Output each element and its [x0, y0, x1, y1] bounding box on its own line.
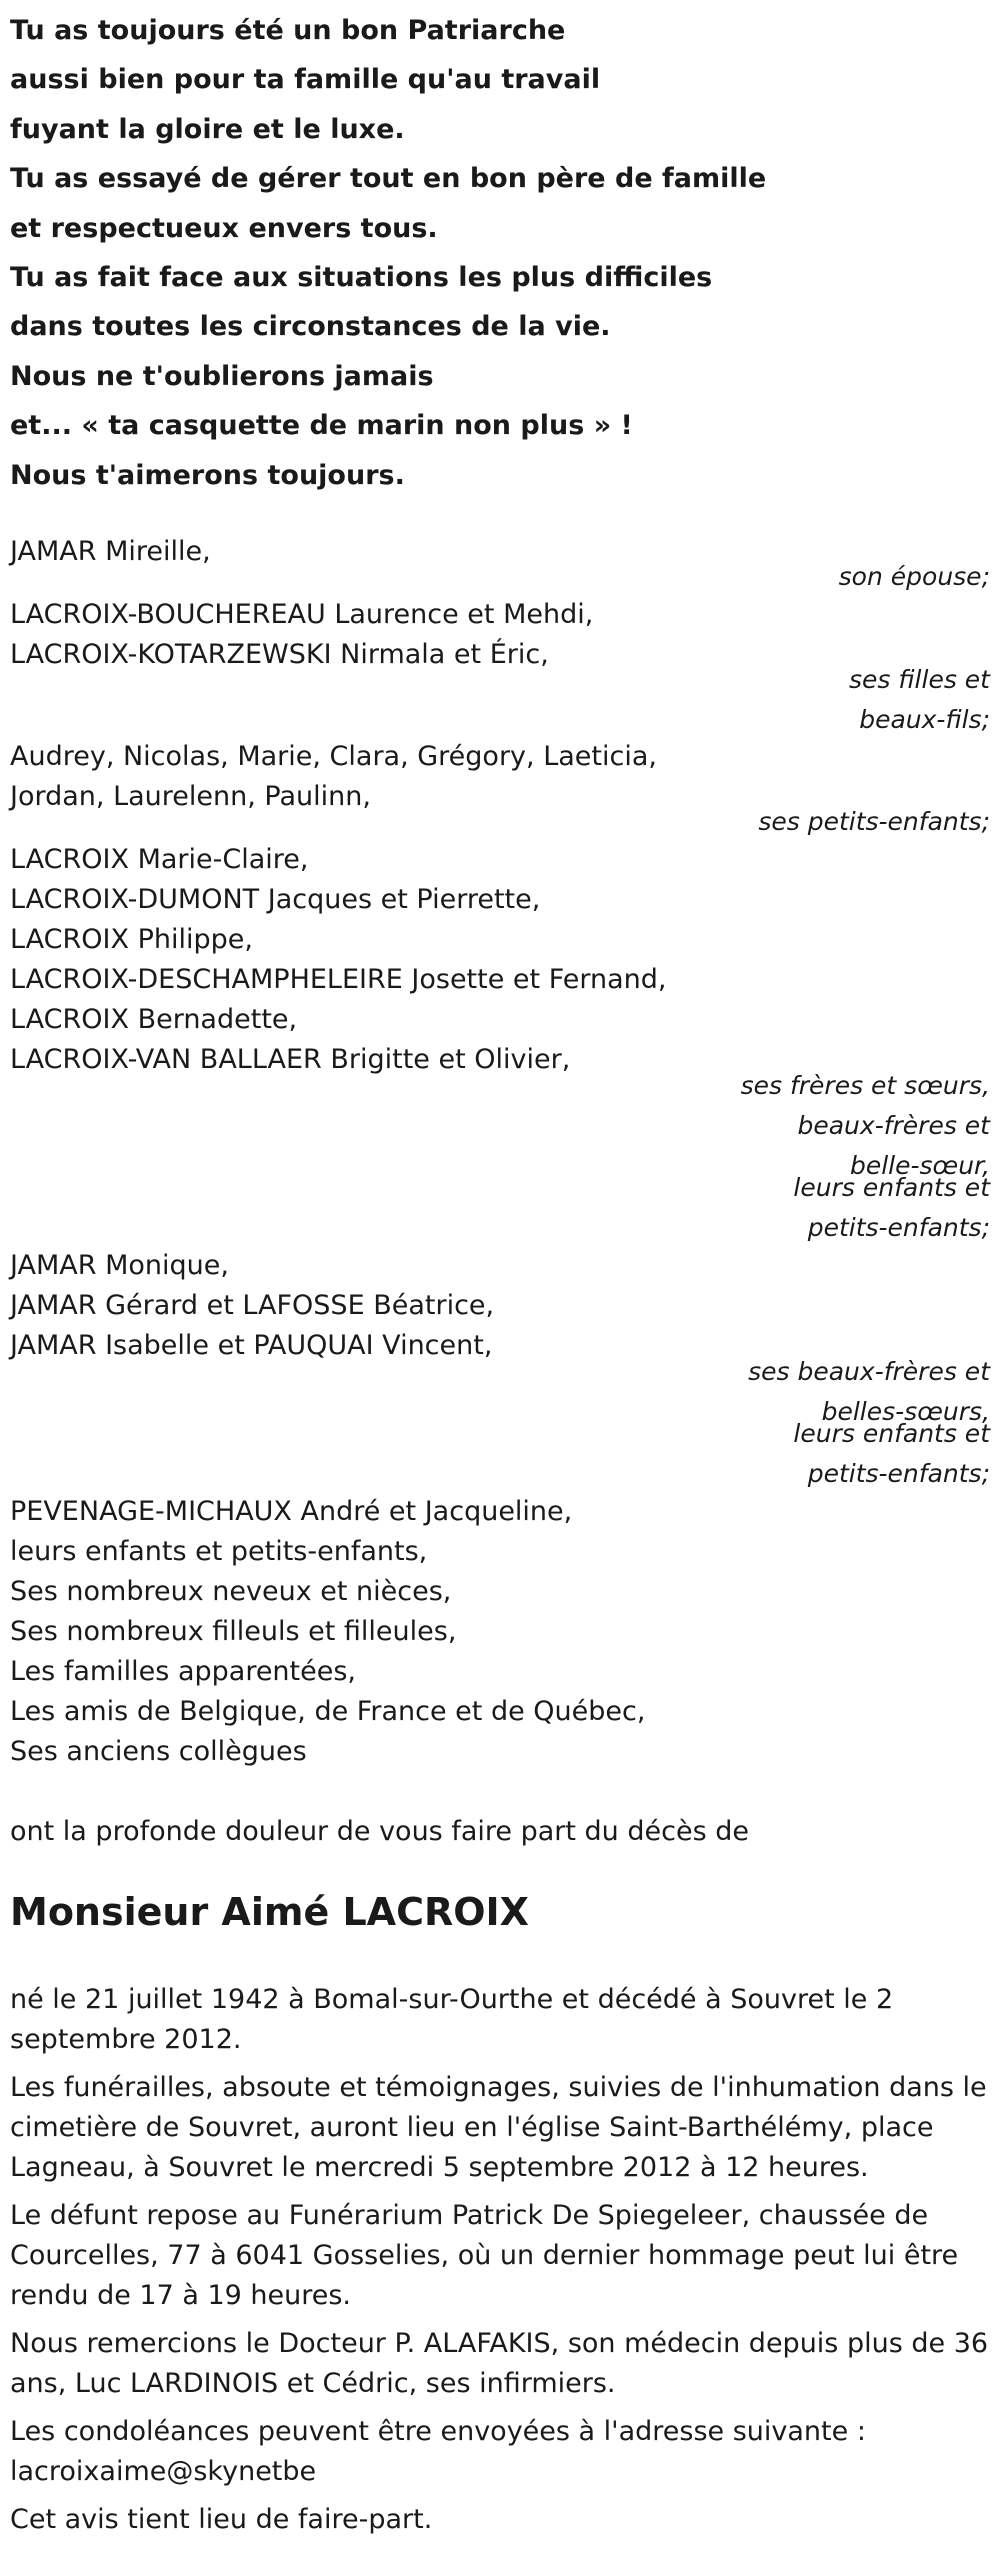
relation-label: ses petits-enfants;	[758, 807, 990, 836]
family-name: Ses nombreux filleuls et filleules,	[10, 1616, 457, 1647]
poem-line: Tu as toujours été un bon Patriarche	[10, 15, 566, 46]
poem-line: et respectueux envers tous.	[10, 212, 438, 244]
family-name: LACROIX-DUMONT Jacques et Pierrette,	[10, 884, 541, 915]
family-name: Jordan, Laurelenn, Paulinn,	[10, 781, 371, 812]
thanks-paragraph: Nous remercions le Docteur P. ALAFAKIS, son médecin depuis plus de 36 ans, Luc LARDINOIS et Cédric, ses infirmiers.	[10, 2328, 989, 2399]
family-name: LACROIX-DESCHAMPHELEIRE Josette et Fernand,	[10, 964, 667, 995]
family-name: JAMAR Isabelle et PAUQUAI Vincent,	[10, 1330, 493, 1361]
relation-label: son épouse;	[838, 562, 990, 591]
family-name: Ses nombreux neveux et nièces,	[10, 1576, 452, 1607]
family-name: JAMAR Gérard et LAFOSSE Béatrice,	[10, 1290, 495, 1321]
relation-label: leurs enfants et	[793, 1419, 990, 1448]
funerarium-paragraph: Le défunt repose au Funérarium Patrick De Spiegeleer, chaussée de Courcelles, 77 à 6041 Gosselies, où un dernier hommage peut lui être rendu de 17 à 19 heures.	[10, 2200, 959, 2311]
poem-line: Tu as essayé de gérer tout en bon père de famille	[10, 163, 767, 195]
family-name: LACROIX Philippe,	[10, 924, 253, 955]
poem-line: Nous ne t'oublierons jamais	[10, 360, 434, 392]
family-name: Ses anciens collègues	[10, 1736, 307, 1767]
family-name: LACROIX-BOUCHEREAU Laurence et Mehdi,	[10, 599, 594, 630]
relation-label: ses frères et sœurs,	[740, 1071, 990, 1100]
family-name: LACROIX-KOTARZEWSKI Nirmala et Éric,	[10, 639, 549, 670]
family-name: Les familles apparentées,	[10, 1656, 357, 1687]
family-name: LACROIX Marie-Claire,	[10, 844, 309, 875]
relation-label: beaux-fils;	[859, 705, 990, 734]
family-name: LACROIX Bernadette,	[10, 1004, 298, 1035]
poem-line: fuyant la gloire et le luxe.	[10, 113, 405, 145]
family-name: LACROIX-VAN BALLAER Brigitte et Olivier,	[10, 1044, 571, 1075]
poem-line: Tu as fait face aux situations les plus difficiles	[10, 262, 713, 294]
announcement-text: ont la profonde douleur de vous faire part du décès de	[10, 1816, 749, 1847]
family-name: JAMAR Monique,	[10, 1250, 229, 1281]
poem	[10, 6, 990, 500]
poem-line: aussi bien pour ta famille qu'au travail	[10, 64, 601, 96]
closing-paragraph: Cet avis tient lieu de faire-part.	[10, 2504, 433, 2535]
deceased-name: Monsieur Aimé LACROIX	[10, 1890, 529, 1934]
family-name: Les amis de Belgique, de France et de Québec,	[10, 1696, 646, 1727]
relation-label: belle-sœur,	[849, 1151, 990, 1180]
condolences-paragraph: Les condoléances peuvent être envoyées à l'adresse suivante : lacroixaime@skynetbe	[10, 2416, 866, 2487]
funeral-paragraph: Les funérailles, absoute et témoignages, suivies de l'inhumation dans le cimetière de Souvret, auront lieu en l'église Saint-Barthélémy, place Lagneau, à Souvret le mercredi 5 septembre 2012 à 12 heures.	[10, 2072, 987, 2183]
family-name: PEVENAGE-MICHAUX André et Jacqueline,	[10, 1496, 573, 1527]
relation-label: ses filles et	[849, 665, 990, 694]
relation-label: belles-sœurs,	[821, 1397, 990, 1426]
family-name: Audrey, Nicolas, Marie, Clara, Grégory, Laeticia,	[10, 741, 657, 772]
birth-death-paragraph: né le 21 juillet 1942 à Bomal-sur-Ourthe et décédé à Souvret le 2 septembre 2012.	[10, 1984, 894, 2055]
family-name: leurs enfants et petits-enfants,	[10, 1536, 428, 1567]
relation-label: leurs enfants et	[793, 1173, 990, 1202]
relation-label: beaux-frères et	[797, 1111, 990, 1140]
poem-line: Nous t'aimerons toujours.	[10, 459, 405, 491]
family-name: JAMAR Mireille,	[10, 536, 211, 567]
poem-line: et... « ta casquette de marin non plus » !	[10, 410, 633, 442]
poem-line: dans toutes les circonstances de la vie.	[10, 311, 611, 343]
relation-label: petits-enfants;	[807, 1459, 990, 1488]
relation-label: ses beaux-frères et	[748, 1357, 990, 1386]
relation-label: petits-enfants;	[807, 1213, 990, 1242]
